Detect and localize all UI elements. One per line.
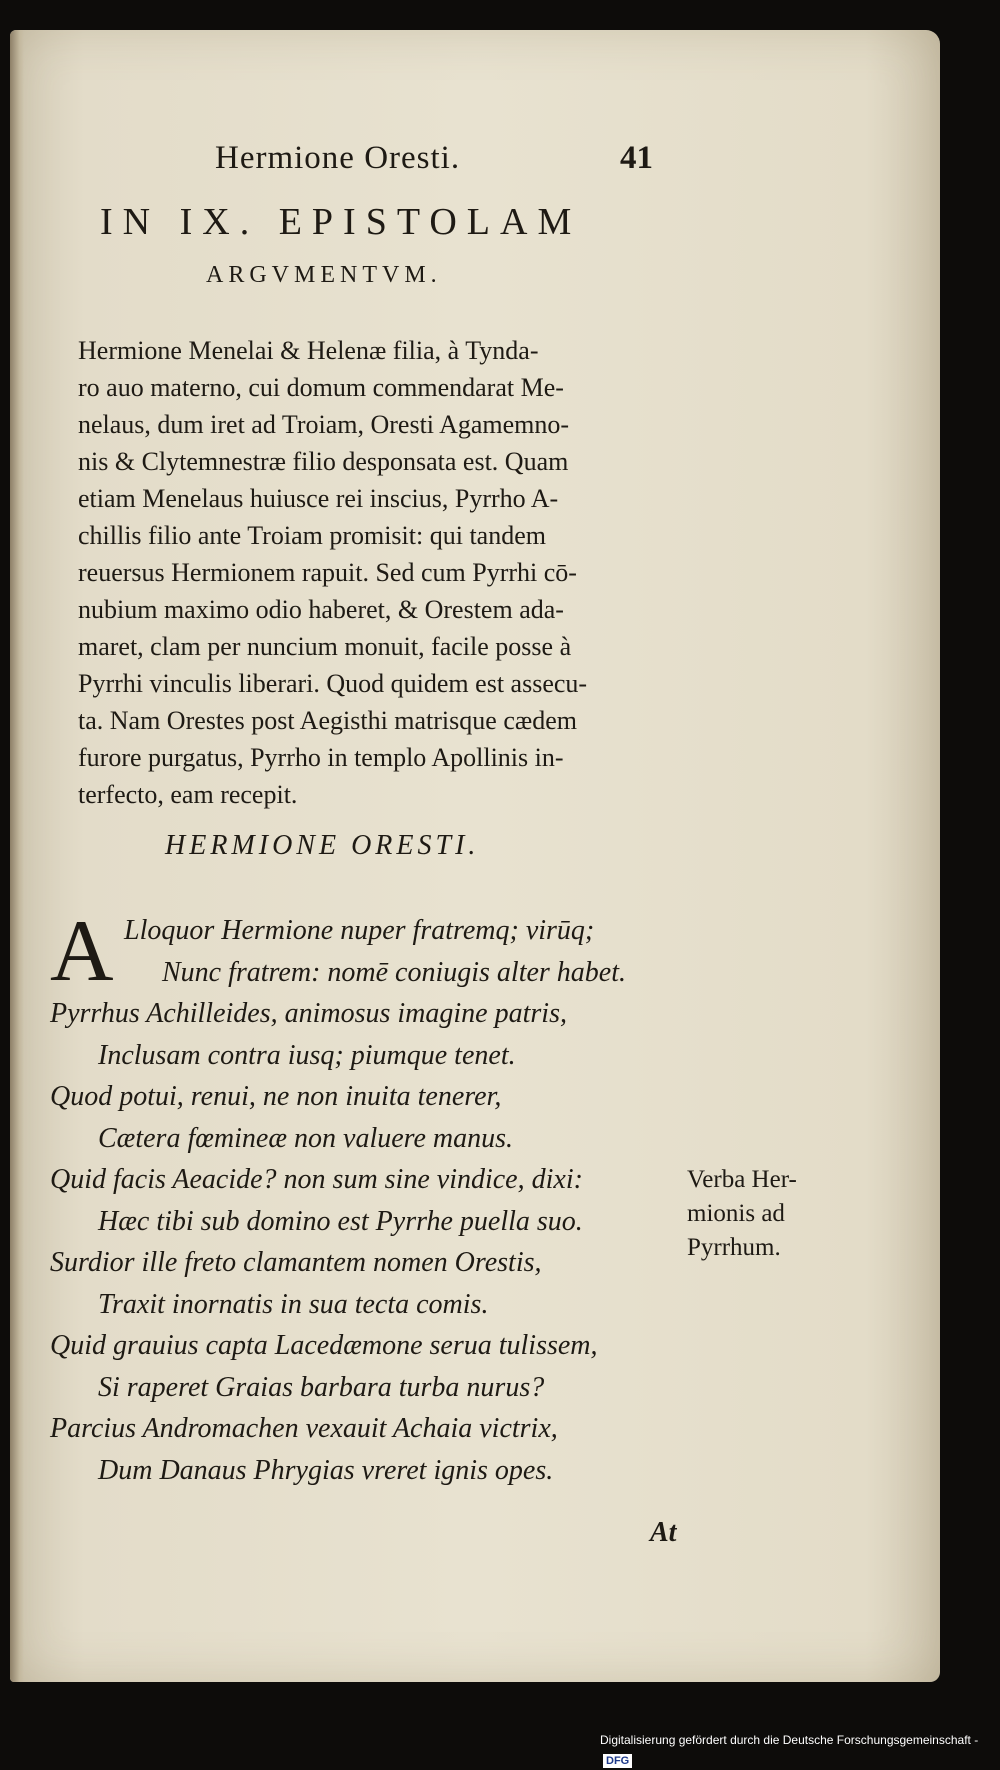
margin-note-line: Pyrrhum. bbox=[687, 1234, 781, 1261]
argument-line: Hermione Menelai & Helenæ filia, à Tynda- bbox=[78, 336, 539, 365]
argument-line: chillis filio ante Troiam promisit: qui tandem bbox=[78, 521, 546, 550]
argument-line: nubium maximo odio haberet, & Orestem ada- bbox=[78, 595, 564, 624]
poem-line: Quid grauius capta Lacedæmone serua tulissem, bbox=[50, 1330, 598, 1361]
argument-line: reuersus Hermionem rapuit. Sed cum Pyrrhi cō- bbox=[78, 558, 577, 587]
poem-title: HERMIONE ORESTI. bbox=[165, 830, 480, 861]
argument-line: nis & Clytemnestræ filio desponsata est. Quam bbox=[78, 447, 569, 476]
argument-line: furore purgatus, Pyrrho in templo Apollinis in- bbox=[78, 743, 564, 772]
poem-line: Inclusam contra iusq; piumque tenet. bbox=[98, 1039, 516, 1071]
book-page bbox=[10, 30, 940, 1682]
poem-line: Nunc fratrem: nomē coniugis alter habet. bbox=[162, 956, 627, 988]
credit-text: Digitalisierung gefördert durch die Deutsche Forschungsgemeinschaft - bbox=[600, 1733, 979, 1747]
digitization-credit bbox=[600, 1730, 1000, 1767]
argument-line: ro auo materno, cui domum commendarat Me- bbox=[78, 373, 564, 402]
margin-note bbox=[687, 1163, 857, 1265]
poem-line: Si raperet Graias barbara turba nurus? bbox=[98, 1371, 545, 1403]
poem-line: Quid facis Aeacide? non sum sine vindice, dixi: bbox=[50, 1164, 583, 1195]
argument-line: maret, clam per nuncium monuit, facile posse à bbox=[78, 632, 572, 661]
argument-line: ta. Nam Orestes post Aegisthi matrisque cædem bbox=[78, 706, 577, 735]
margin-note-line: Verba Her- bbox=[687, 1166, 797, 1193]
poem-line: Traxit inornatis in sua tecta comis. bbox=[98, 1288, 489, 1320]
dfg-logo-icon: DFG bbox=[603, 1754, 632, 1768]
poem-line: Dum Danaus Phrygias vreret ignis opes. bbox=[98, 1454, 554, 1486]
page-number: 41 bbox=[620, 140, 653, 176]
poem-line: Pyrrhus Achilleides, animosus imagine patris, bbox=[50, 998, 567, 1029]
epistle-title: IN IX. EPISTOLAM bbox=[100, 201, 582, 243]
poem-line: Hæc tibi sub domino est Pyrrhe puella suo. bbox=[98, 1205, 583, 1237]
poem-line: Quod potui, renui, ne non inuita tenerer, bbox=[50, 1081, 502, 1112]
poem-line: Lloquor Hermione nuper fratremq; virūq; bbox=[124, 915, 595, 946]
argument-line: nelaus, dum iret ad Troiam, Oresti Agamemno- bbox=[78, 410, 570, 439]
poem-line: Cætera fœmineæ non valuere manus. bbox=[98, 1122, 514, 1154]
argument-line: etiam Menelaus huiusce rei inscius, Pyrrho A- bbox=[78, 484, 559, 513]
poem-line: Surdior ille freto clamantem nomen Orestis, bbox=[50, 1247, 542, 1278]
argument-line: terfecto, eam recepit. bbox=[78, 780, 298, 809]
argument-paragraph bbox=[78, 332, 668, 813]
drop-cap: A bbox=[50, 903, 114, 1000]
poem-line: Parcius Andromachen vexauit Achaia victrix, bbox=[50, 1413, 558, 1444]
margin-note-line: mionis ad bbox=[687, 1200, 785, 1227]
poem-text bbox=[50, 903, 690, 1491]
running-head: Hermione Oresti. bbox=[215, 140, 461, 176]
argument-line: Pyrrhi vinculis liberari. Quod quidem est assecu- bbox=[78, 669, 588, 698]
catchword: At bbox=[650, 1517, 677, 1548]
argument-heading: ARGVMENTVM. bbox=[206, 262, 442, 288]
